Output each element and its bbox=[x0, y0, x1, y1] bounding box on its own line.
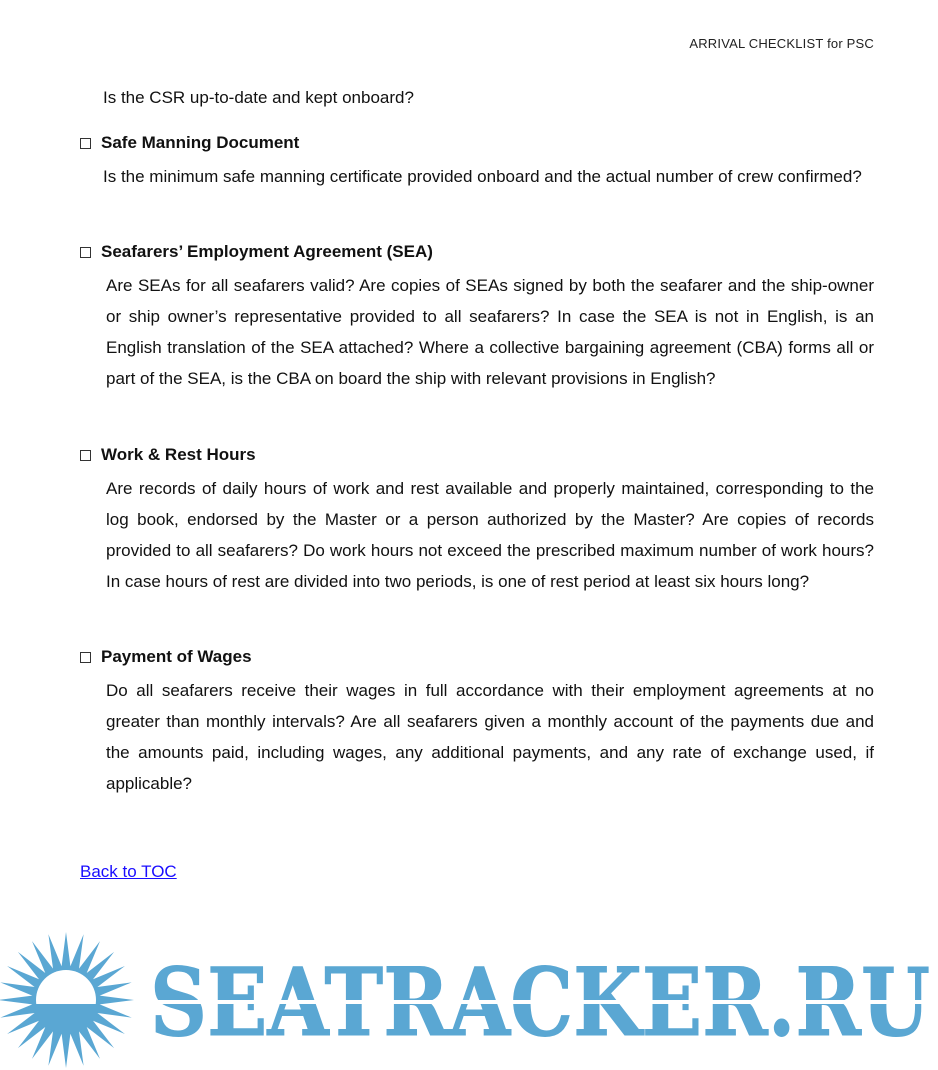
watermark-text: SEATRACKER.RU bbox=[150, 948, 930, 1058]
section-sea bbox=[80, 240, 874, 394]
section-body: Do all seafarers receive their wages in full accordance with their employment agreements at no greater than monthly intervals? Are all seafarers given a monthly account of the payments due and the amounts paid, including wages, any additional payments, and any rate of exchange used, if applicable? bbox=[106, 681, 874, 793]
seatracker-watermark bbox=[0, 930, 938, 1070]
section-body: Are SEAs for all seafarers valid? Are copies of SEAs signed by both the seafarer and the ship-owner or ship owner’s representative provided to all seafarers? In case the SEA is not in English, is an English translation of the SEA attached? Where a collective bargaining agreement (CBA) forms all or part of the SEA, is the CBA on board the ship with relevant provisions in English? bbox=[106, 276, 874, 388]
section-work-rest bbox=[80, 443, 874, 597]
section-title-label: Work & Rest Hours bbox=[101, 445, 256, 464]
section-safe-manning bbox=[80, 131, 874, 192]
section-title-label: Payment of Wages bbox=[101, 647, 252, 666]
section-wages bbox=[80, 645, 874, 799]
sun-logo-icon bbox=[0, 932, 134, 1068]
section-body: Are records of daily hours of work and rest available and properly maintained, corresponding to the log book, endorsed by the Master or a person authorized by the Master? Are copies of records provided to all seafarers? Do work hours not exceed the prescribed maximum number of work hours? In case hours of rest are divided into two periods, is one of rest period at least six hours long? bbox=[106, 479, 874, 591]
section-title-label: Safe Manning Document bbox=[101, 133, 300, 152]
section-title bbox=[80, 240, 874, 264]
checkbox-work-rest[interactable] bbox=[80, 450, 91, 461]
page-header: ARRIVAL CHECKLIST for PSC bbox=[689, 36, 874, 51]
checkbox-safe-manning[interactable] bbox=[80, 138, 91, 149]
back-to-toc-link[interactable]: Back to TOC bbox=[80, 862, 177, 881]
section-body: Is the minimum safe manning certificate provided onboard and the actual number of crew confirmed? bbox=[103, 167, 862, 186]
section-title bbox=[80, 443, 874, 467]
section-title bbox=[80, 645, 874, 669]
section-title-label: Seafarers’ Employment Agreement (SEA) bbox=[101, 242, 433, 261]
section-title bbox=[80, 131, 874, 155]
checkbox-sea[interactable] bbox=[80, 247, 91, 258]
checkbox-wages[interactable] bbox=[80, 652, 91, 663]
intro-question: Is the CSR up-to-date and kept onboard? bbox=[103, 88, 414, 107]
